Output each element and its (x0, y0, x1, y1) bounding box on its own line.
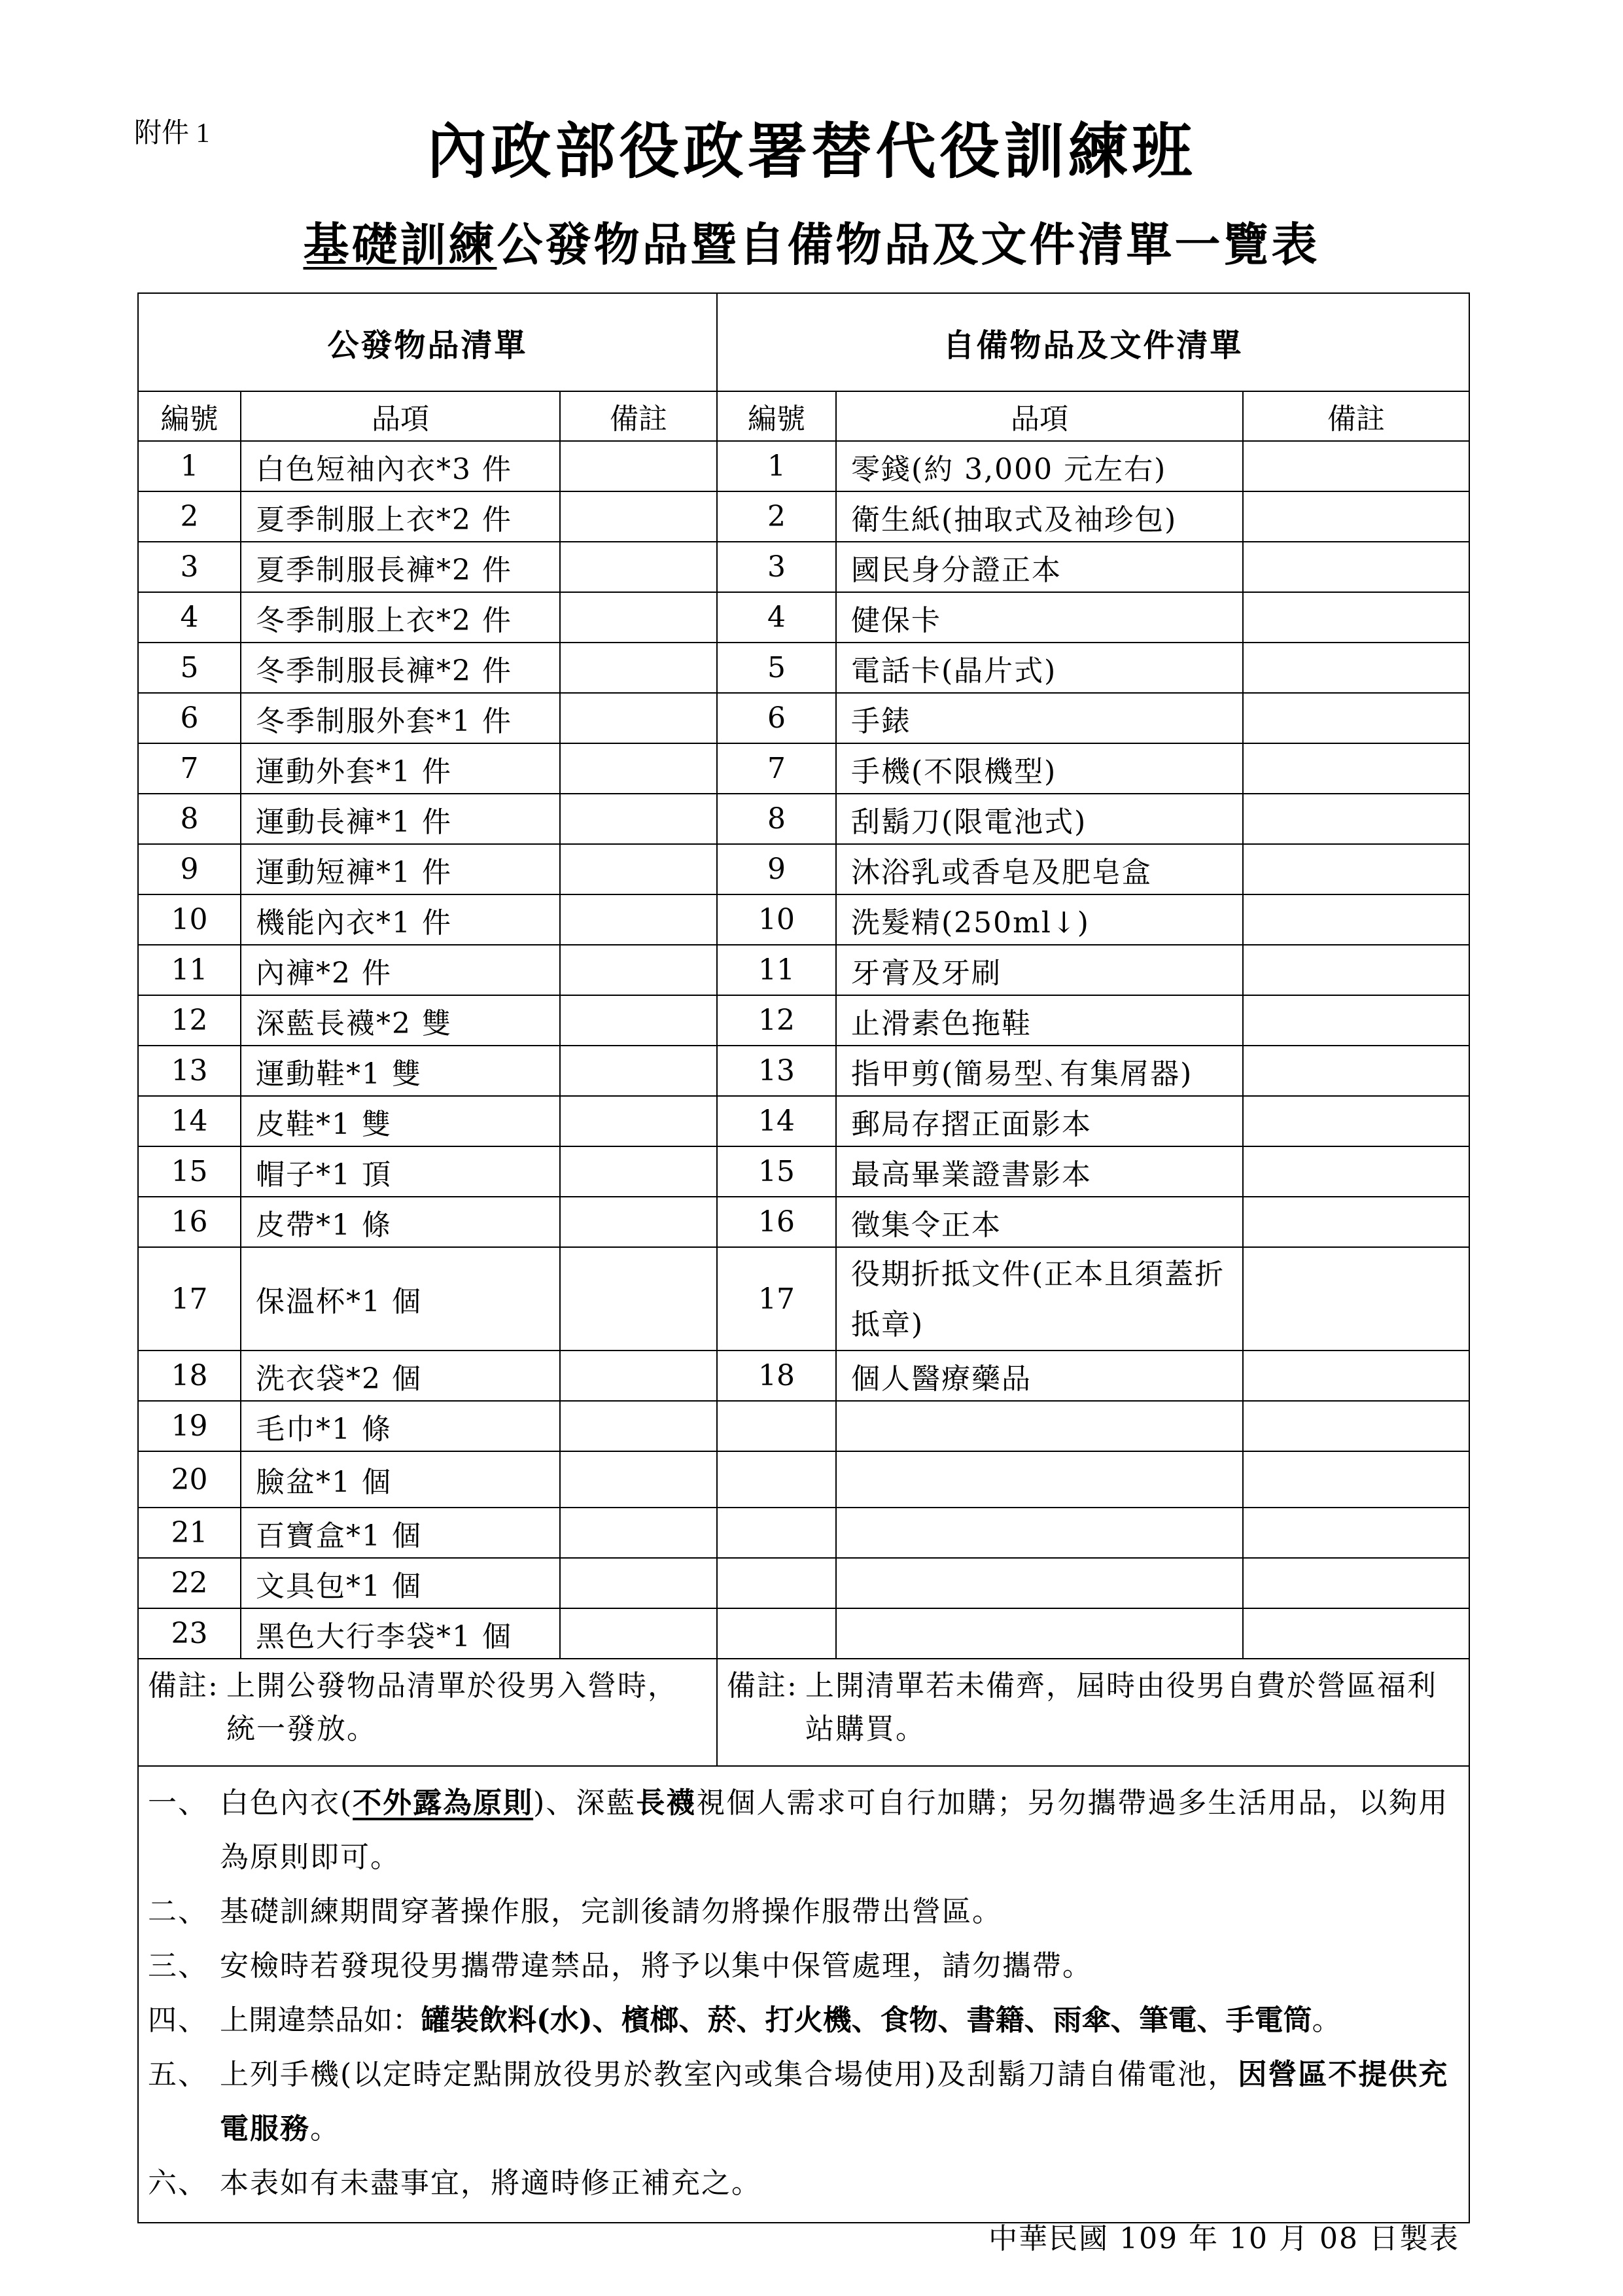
selfprep-item-name: 最高畢業證書影本 (836, 1146, 1243, 1197)
selfprep-item-name: 役期折抵文件(正本且須蓋折抵章) (836, 1247, 1243, 1351)
selfprep-item-note (1243, 1247, 1469, 1351)
issued-item-note (560, 1197, 717, 1247)
selfprep-item-name: 刮鬍刀(限電池式) (836, 794, 1243, 844)
issued-col-item: 品項 (241, 391, 560, 441)
selfprep-heading: 自備物品及文件清單 (717, 293, 1469, 391)
selfprep-item-no (717, 1508, 836, 1558)
selfprep-item-note (1243, 1197, 1469, 1247)
issued-item-name: 運動長褲*1 件 (241, 794, 560, 844)
selfprep-item-no: 11 (717, 945, 836, 995)
table-row (138, 1197, 1469, 1247)
note-3-text: 安檢時若發現役男攜帶違禁品，將予以集中保管處理，請勿攜帶。 (220, 1949, 1092, 1983)
selfprep-item-note (1243, 945, 1469, 995)
issued-item-name: 深藍長襪*2 雙 (241, 995, 560, 1046)
issued-item-no: 5 (138, 643, 241, 693)
issued-item-note (560, 743, 717, 794)
issued-item-note (560, 894, 717, 945)
issued-item-note (560, 1558, 717, 1608)
selfprep-item-name (836, 1401, 1243, 1451)
selfprep-item-note (1243, 794, 1469, 844)
issued-item-note (560, 995, 717, 1046)
selfprep-item-no: 4 (717, 592, 836, 643)
issued-item-note (560, 844, 717, 894)
table-row (138, 1558, 1469, 1608)
issued-item-note (560, 1096, 717, 1146)
issued-item-name: 帽子*1 頂 (241, 1146, 560, 1197)
issued-item-no: 14 (138, 1096, 241, 1146)
issued-item-no: 2 (138, 491, 241, 542)
selfprep-item-no: 10 (717, 894, 836, 945)
issued-item-no: 9 (138, 844, 241, 894)
issued-item-name: 冬季制服長褲*2 件 (241, 643, 560, 693)
selfprep-item-name: 徵集令正本 (836, 1197, 1243, 1247)
issued-item-note (560, 1608, 717, 1659)
table-row (138, 1351, 1469, 1401)
table-row (138, 743, 1469, 794)
subtitle-rest: 公發物品暨自備物品及文件清單一覽表 (497, 217, 1320, 272)
table-row (138, 1096, 1469, 1146)
selfprep-item-note (1243, 1401, 1469, 1451)
issued-item-note (560, 1146, 717, 1197)
table-row (138, 1401, 1469, 1451)
selfprep-item-name: 衛生紙(抽取式及袖珍包) (836, 491, 1243, 542)
note-1-text-b: 不外露為原則 (353, 1786, 534, 1820)
table-row (138, 441, 1469, 491)
table-row (138, 894, 1469, 945)
note-5 (148, 2047, 1459, 2156)
selfprep-item-name: 沐浴乳或香皂及肥皂盒 (836, 844, 1243, 894)
issued-item-name: 運動鞋*1 雙 (241, 1046, 560, 1096)
issued-item-no: 15 (138, 1146, 241, 1197)
note-6-marker: 六、 (148, 2166, 208, 2200)
table-row (138, 1508, 1469, 1558)
issued-footer-text: 上開公發物品清單於役男入營時，統一發放。 (226, 1669, 678, 1746)
issued-item-name: 內褲*2 件 (241, 945, 560, 995)
selfprep-item-no: 16 (717, 1197, 836, 1247)
items-table (137, 292, 1470, 2223)
issued-item-name: 文具包*1 個 (241, 1558, 560, 1608)
note-4 (148, 1993, 1459, 2047)
selfprep-item-no: 3 (717, 542, 836, 592)
note-3-marker: 三、 (148, 1949, 208, 1983)
issued-item-note (560, 1351, 717, 1401)
selfprep-item-no: 2 (717, 491, 836, 542)
issued-item-no: 23 (138, 1608, 241, 1659)
selfprep-item-no: 17 (717, 1247, 836, 1351)
table-row (138, 995, 1469, 1046)
table-row (138, 1046, 1469, 1096)
issued-item-note (560, 592, 717, 643)
issued-item-name: 機能內衣*1 件 (241, 894, 560, 945)
selfprep-footer-label: 備註: (727, 1669, 798, 1703)
selfprep-item-note (1243, 491, 1469, 542)
selfprep-item-note (1243, 1046, 1469, 1096)
issued-item-no: 12 (138, 995, 241, 1046)
table-row (138, 693, 1469, 743)
issued-item-no: 22 (138, 1558, 241, 1608)
selfprep-item-note (1243, 1096, 1469, 1146)
table-row (138, 542, 1469, 592)
selfprep-item-name: 郵局存摺正面影本 (836, 1096, 1243, 1146)
table-row (138, 643, 1469, 693)
selfprep-item-name: 電話卡(晶片式) (836, 643, 1243, 693)
note-5-text-b: 因營區不提供充電服務 (220, 2058, 1449, 2146)
selfprep-item-name: 個人醫療藥品 (836, 1351, 1243, 1401)
selfprep-item-no (717, 1401, 836, 1451)
note-1 (148, 1776, 1459, 1884)
issued-item-name: 皮鞋*1 雙 (241, 1096, 560, 1146)
note-1-text-c: )、深藍 (533, 1786, 637, 1820)
selfprep-item-note (1243, 844, 1469, 894)
table-row (138, 592, 1469, 643)
issued-item-no: 10 (138, 894, 241, 945)
selfprep-item-name (836, 1451, 1243, 1508)
issued-item-note (560, 491, 717, 542)
issued-item-name: 洗衣袋*2 個 (241, 1351, 560, 1401)
selfprep-item-name: 洗髮精(250ml↓) (836, 894, 1243, 945)
page-subtitle (0, 208, 1623, 274)
selfprep-item-note (1243, 743, 1469, 794)
issued-item-name: 百寶盒*1 個 (241, 1508, 560, 1558)
note-3 (148, 1939, 1459, 1993)
selfprep-item-name: 指甲剪(簡易型､有集屑器) (836, 1046, 1243, 1096)
note-5-text-a: 上列手機(以定時定點開放役男於教室內或集合場使用)及刮鬍刀請自備電池， (220, 2058, 1238, 2091)
selfprep-item-note (1243, 1558, 1469, 1608)
selfprep-item-name: 手錶 (836, 693, 1243, 743)
issued-item-name: 皮帶*1 條 (241, 1197, 560, 1247)
issued-item-note (560, 1247, 717, 1351)
note-1-text-a: 白色內衣( (220, 1786, 353, 1820)
issued-item-name: 夏季制服長褲*2 件 (241, 542, 560, 592)
note-2-text: 基礎訓練期間穿著操作服，完訓後請勿將操作服帶出營區。 (220, 1895, 1002, 1928)
selfprep-item-no: 6 (717, 693, 836, 743)
subtitle-underlined: 基礎訓練 (303, 217, 497, 272)
selfprep-item-no: 15 (717, 1146, 836, 1197)
issued-item-no: 1 (138, 441, 241, 491)
selfprep-item-name: 零錢(約 3,000 元左右) (836, 441, 1243, 491)
table-row (138, 1146, 1469, 1197)
table-row (138, 491, 1469, 542)
selfprep-item-name (836, 1508, 1243, 1558)
note-4-marker: 四、 (148, 2004, 208, 2037)
issued-footer (138, 1659, 717, 1766)
table-row (138, 844, 1469, 894)
note-6 (148, 2156, 1459, 2210)
selfprep-item-no: 9 (717, 844, 836, 894)
note-5-text-c: 。 (310, 2112, 340, 2146)
note-1-text-d: 長襪 (636, 1786, 697, 1820)
table-row (138, 1451, 1469, 1508)
selfprep-item-note (1243, 995, 1469, 1046)
selfprep-item-no: 14 (717, 1096, 836, 1146)
issued-item-name: 運動短褲*1 件 (241, 844, 560, 894)
selfprep-item-note (1243, 592, 1469, 643)
issued-item-note (560, 794, 717, 844)
issued-item-note (560, 441, 717, 491)
note-4-prohibited-items: 罐裝飲料(水)、檳榔、菸、打火機、食物、書籍、雨傘、筆電、手電筒 (421, 2004, 1312, 2037)
issued-heading: 公發物品清單 (138, 293, 717, 391)
issued-item-no: 20 (138, 1451, 241, 1508)
issued-item-no: 8 (138, 794, 241, 844)
selfprep-item-name (836, 1608, 1243, 1659)
selfprep-item-name: 止滑素色拖鞋 (836, 995, 1243, 1046)
selfprep-item-no: 13 (717, 1046, 836, 1096)
selfprep-item-note (1243, 1451, 1469, 1508)
issued-item-note (560, 643, 717, 693)
selfprep-item-no: 5 (717, 643, 836, 693)
selfprep-item-no (717, 1451, 836, 1508)
issued-item-name: 保溫杯*1 個 (241, 1247, 560, 1351)
issued-item-note (560, 542, 717, 592)
selfprep-item-note (1243, 693, 1469, 743)
selfprep-item-no: 8 (717, 794, 836, 844)
issued-item-no: 4 (138, 592, 241, 643)
selfprep-item-no: 18 (717, 1351, 836, 1401)
issued-item-note (560, 1401, 717, 1451)
selfprep-item-note (1243, 1351, 1469, 1401)
made-date: 中華民國 109 年 10 月 08 日製表 (988, 2222, 1459, 2255)
selfprep-item-name: 健保卡 (836, 592, 1243, 643)
selfprep-item-no (717, 1608, 836, 1659)
selfprep-item-note (1243, 542, 1469, 592)
selfprep-item-no (717, 1558, 836, 1608)
issued-item-no: 19 (138, 1401, 241, 1451)
selfprep-item-note (1243, 441, 1469, 491)
selfprep-item-note (1243, 1508, 1469, 1558)
table-row (138, 1608, 1469, 1659)
selfprep-item-note (1243, 1608, 1469, 1659)
note-6-text: 本表如有未盡事宜，將適時修正補充之。 (220, 2166, 761, 2200)
selfprep-item-note (1243, 1146, 1469, 1197)
attachment-label: 附件 1 (134, 118, 210, 149)
selfprep-col-no: 編號 (717, 391, 836, 441)
issued-item-no: 3 (138, 542, 241, 592)
issued-item-name: 冬季制服外套*1 件 (241, 693, 560, 743)
selfprep-item-no: 12 (717, 995, 836, 1046)
selfprep-item-no: 1 (717, 441, 836, 491)
table-row (138, 945, 1469, 995)
selfprep-item-no: 7 (717, 743, 836, 794)
issued-item-note (560, 693, 717, 743)
note-2-marker: 二、 (148, 1895, 208, 1928)
selfprep-item-name: 牙膏及牙刷 (836, 945, 1243, 995)
selfprep-item-note (1243, 643, 1469, 693)
selfprep-footer-text: 上開清單若未備齊，屆時由役男自費於營區福利站購買。 (805, 1669, 1437, 1746)
issued-item-no: 16 (138, 1197, 241, 1247)
note-1-text-e: 視個人需求可自行加購；另勿攜帶過多生活用品，以夠用為原則即可。 (220, 1786, 1449, 1874)
issued-item-name: 臉盆*1 個 (241, 1451, 560, 1508)
issued-item-no: 6 (138, 693, 241, 743)
issued-item-name: 夏季制服上衣*2 件 (241, 491, 560, 542)
table-row (138, 794, 1469, 844)
issued-item-name: 白色短袖內衣*3 件 (241, 441, 560, 491)
issued-item-note (560, 945, 717, 995)
issued-item-no: 11 (138, 945, 241, 995)
table-row (138, 1247, 1469, 1351)
issued-item-note (560, 1508, 717, 1558)
issued-item-note (560, 1046, 717, 1096)
issued-item-name: 毛巾*1 條 (241, 1401, 560, 1451)
selfprep-item-name: 手機(不限機型) (836, 743, 1243, 794)
selfprep-item-name (836, 1558, 1243, 1608)
issued-item-no: 21 (138, 1508, 241, 1558)
selfprep-col-item: 品項 (836, 391, 1243, 441)
selfprep-footer (717, 1659, 1469, 1766)
issued-footer-label: 備註: (148, 1669, 219, 1703)
issued-item-no: 17 (138, 1247, 241, 1351)
issued-item-name: 運動外套*1 件 (241, 743, 560, 794)
note-1-marker: 一、 (148, 1786, 208, 1820)
issued-item-no: 18 (138, 1351, 241, 1401)
issued-item-no: 13 (138, 1046, 241, 1096)
issued-item-name: 黑色大行李袋*1 個 (241, 1608, 560, 1659)
issued-item-note (560, 1451, 717, 1508)
selfprep-item-name: 國民身分證正本 (836, 542, 1243, 592)
issued-item-no: 7 (138, 743, 241, 794)
notes-section (138, 1766, 1469, 2223)
note-2 (148, 1884, 1459, 1939)
issued-col-note: 備註 (560, 391, 717, 441)
note-4-text-c: 。 (1312, 2004, 1341, 2037)
issued-item-name: 冬季制服上衣*2 件 (241, 592, 560, 643)
selfprep-item-note (1243, 894, 1469, 945)
selfprep-col-note: 備註 (1243, 391, 1469, 441)
note-4-text-a: 上開違禁品如： (220, 2004, 421, 2037)
issued-col-no: 編號 (138, 391, 241, 441)
note-5-marker: 五、 (148, 2058, 208, 2091)
page-title: 內政部役政署替代役訓練班 (427, 116, 1196, 186)
